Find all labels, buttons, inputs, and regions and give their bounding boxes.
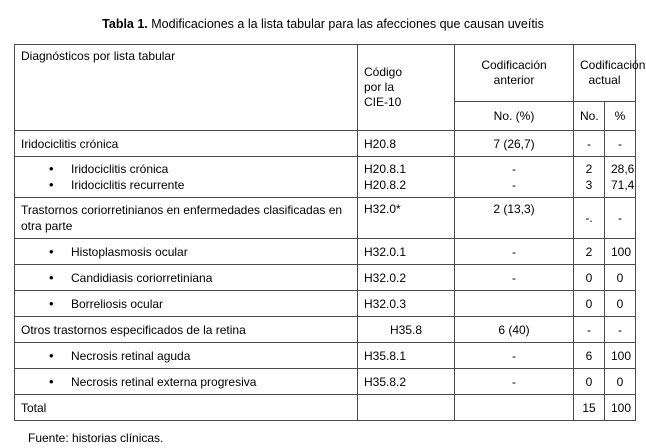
row-codigo: H32.0.1 (358, 239, 455, 265)
row-codigo: H32.0.2 (358, 265, 455, 291)
row-actual-pc: 28,6 (611, 162, 635, 177)
row-actual-pc: 100 (605, 395, 636, 421)
table-footnote: Fuente: historias clínicas. (28, 431, 164, 446)
list-item: • Iridociclitis recurrente (49, 177, 351, 193)
row-anterior: 6 (40) (455, 317, 574, 343)
table-row (15, 317, 636, 343)
table-row-total (15, 395, 636, 421)
row-actual-no: 0 (574, 369, 605, 395)
row-actual-no: 6 (574, 343, 605, 369)
row-anterior: - (455, 265, 574, 291)
row-diagnostico-bullet (15, 369, 358, 395)
list-item: • Necrosis retinal externa progresiva (49, 374, 351, 390)
row-anterior-group (455, 157, 574, 198)
row-codigo: H20.8.2 (364, 178, 407, 193)
row-anterior (455, 395, 574, 421)
header-sub-anterior: No. (%) (455, 102, 574, 131)
table-row (15, 239, 636, 265)
row-actual-pc: 0 (605, 291, 636, 317)
row-diagnostico: Total (15, 395, 358, 421)
row-diagnostico-bullet (15, 291, 358, 317)
row-codigo: H35.8 (358, 317, 455, 343)
row-actual-no: 3 (585, 178, 593, 193)
header-diagnosticos: Diagnósticos por lista tabular (15, 45, 358, 131)
header-codificacion-anterior: Codificación anterior (455, 45, 574, 102)
row-diagnostico: Trastornos coriorretinianos en enfermedades clasificadas en otra parte (15, 198, 358, 239)
table-row (15, 157, 636, 198)
uveitis-table (14, 44, 646, 421)
row-actual-pc: 100 (605, 343, 636, 369)
header-codificacion-actual: Codificación actual (574, 45, 636, 102)
row-anterior: - (455, 239, 574, 265)
row-anterior: 7 (26,7) (455, 131, 574, 157)
table-row (15, 369, 636, 395)
table-caption-label: Tabla 1. (102, 17, 148, 31)
row-anterior: - (512, 162, 516, 177)
row-diagnostico: Iridociclitis crónica (15, 131, 358, 157)
row-actual-pc: - (605, 317, 636, 343)
header-codigo: Código por la CIE-10 (358, 45, 455, 131)
row-actual-pc-group (605, 157, 636, 198)
table-row (15, 291, 636, 317)
table-row (15, 343, 636, 369)
row-actual-pc: 0 (605, 265, 636, 291)
table-row (15, 198, 636, 239)
header-sub-actual-pc: % (605, 102, 636, 131)
row-actual-pc: - (605, 198, 636, 239)
list-item: • Candidiasis coriorretiniana (49, 270, 351, 286)
row-codigo-group (358, 157, 455, 198)
row-codigo: H35.8.1 (358, 343, 455, 369)
list-item: • Borreliosis ocular (49, 296, 351, 312)
row-diagnostico-group (15, 157, 358, 198)
table-row (15, 131, 636, 157)
row-anterior (455, 291, 574, 317)
row-codigo: H32.0.3 (358, 291, 455, 317)
list-item: • Histoplasmosis ocular (49, 244, 351, 260)
row-anterior: - (455, 369, 574, 395)
table-caption (14, 16, 632, 32)
row-anterior: - (455, 343, 574, 369)
row-actual-no: -. (574, 198, 605, 239)
row-anterior: - (512, 178, 516, 193)
row-actual-no: 0 (574, 291, 605, 317)
row-actual-pc: 71,4 (611, 178, 635, 193)
row-codigo: H32.0* (358, 198, 455, 239)
row-actual-pc: 0 (605, 369, 636, 395)
table-caption-text: Modificaciones a la lista tabular para las afecciones que causan uveítis (147, 17, 544, 31)
row-actual-no: - (574, 317, 605, 343)
row-diagnostico-bullet (15, 265, 358, 291)
row-codigo: H20.8.1 (364, 162, 407, 177)
row-actual-no: 0 (574, 265, 605, 291)
row-actual-pc: 100 (605, 239, 636, 265)
row-actual-pc: - (605, 131, 636, 157)
row-codigo: H20.8 (358, 131, 455, 157)
row-actual-no: 15 (574, 395, 605, 421)
row-codigo: H35.8.2 (358, 369, 455, 395)
header-sub-actual-no: No. (574, 102, 605, 131)
table-row (15, 265, 636, 291)
row-actual-no-group (574, 157, 605, 198)
row-actual-no: - (574, 131, 605, 157)
row-codigo (358, 395, 455, 421)
row-diagnostico: Otros trastornos especificados de la retina (15, 317, 358, 343)
row-actual-no: 2 (585, 162, 593, 177)
list-item: • Iridociclitis crónica (49, 161, 351, 177)
row-actual-no: 2 (574, 239, 605, 265)
row-diagnostico-bullet (15, 239, 358, 265)
table-header-row-main (15, 45, 636, 102)
row-anterior: 2 (13,3) (455, 198, 574, 239)
row-diagnostico-bullet (15, 343, 358, 369)
list-item: • Necrosis retinal aguda (49, 348, 351, 364)
